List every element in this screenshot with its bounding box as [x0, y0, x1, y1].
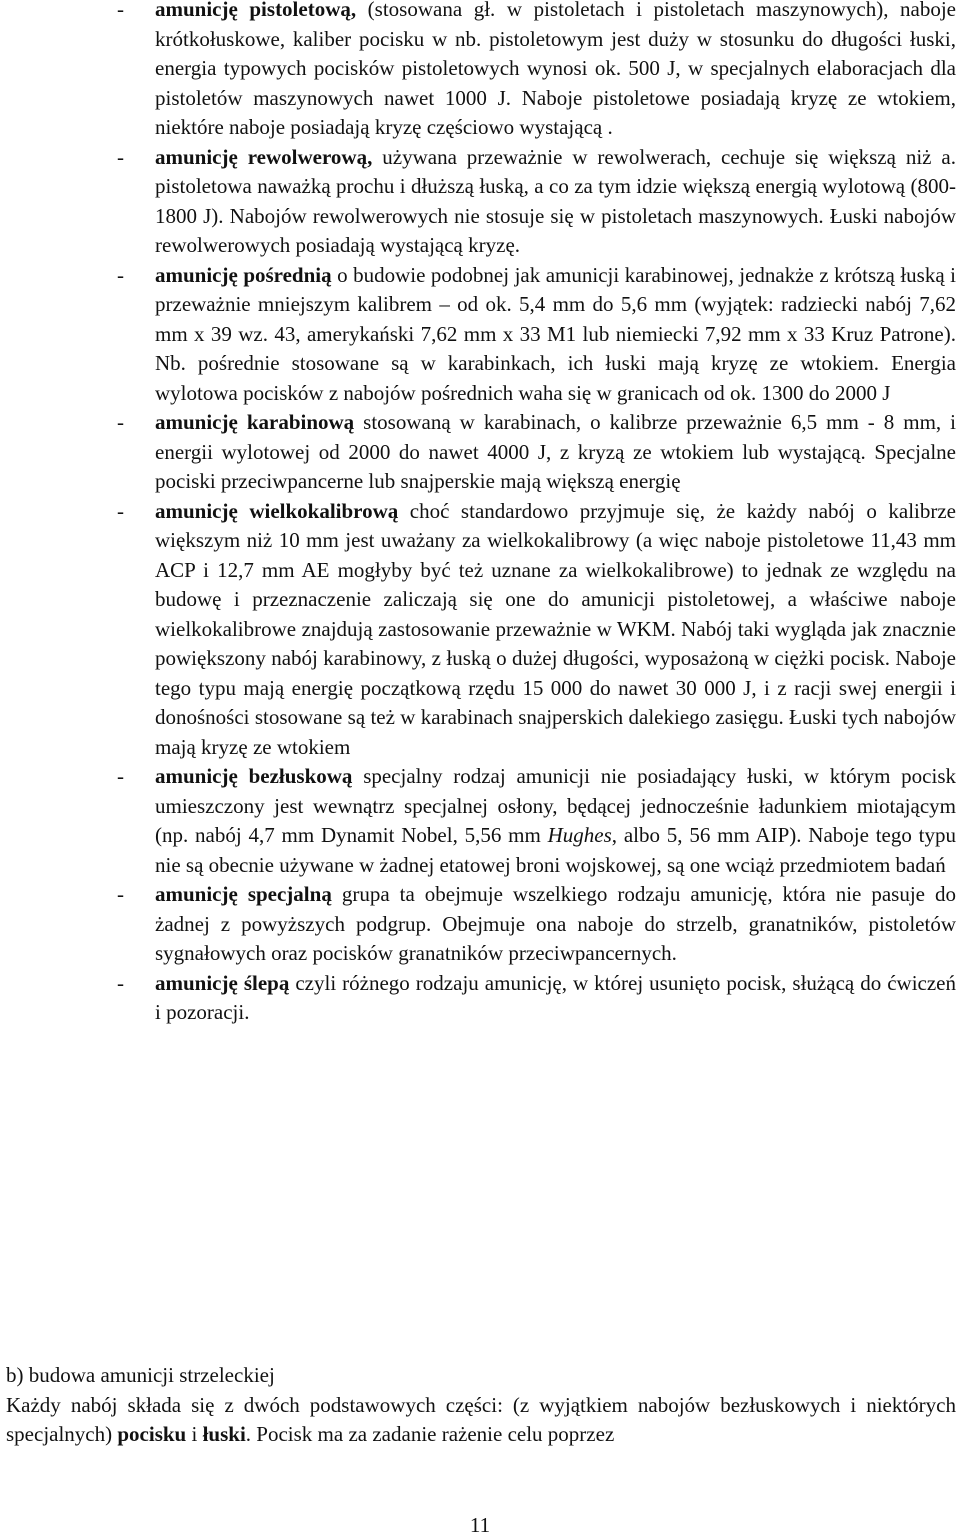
desc-intermediate: o budowie podobnej jak amunicji karabinowej, jednakże z krótszą łuską i przeważnie mniejszym kalibrem – od ok. 5,4 mm do 5,6 mm (wyjątek: radziecki nabój 7,62 mm x 39 wz. 43, amerykański 7,62 mm x 33 M1 lub niemiecki 7,92 mm x 33 Kruz Patrone). Nb. pośrednie stosowane są w karabinkach, ich łuski mają kryzę ze wtokiem. Energia wylotowa pocisków z nabojów pośrednich waha się w granicach od ok. 1300 do 2000 J: [155, 262, 956, 405]
list-item-special: [0, 880, 960, 969]
list-item-blank: [0, 969, 960, 1028]
desc-rifle: stosowaną w karabinach, o kalibrze przeważnie 6,5 mm - 8 mm, i energii wylotowej od 2000 do nawet 4000 J, z kryzą ze wtokiem lub wystającą. Specjalne pociski przeciwpancerne lub snajperskie mają większą energię: [155, 410, 957, 493]
term-blank: amunicję ślepą: [155, 970, 290, 995]
list-item-revolver: [0, 143, 960, 261]
section-paragraph: [6, 1391, 956, 1450]
bullet-dash: -: [117, 970, 124, 995]
list-item-intermediate: [0, 261, 960, 409]
term-bullet: pocisku: [117, 1422, 187, 1446]
section-text-start: Każdy nabój składa się z dwóch podstawowych części: (z wyjątkiem nabojów bezłuskowych i niektórych specjalnych): [6, 1392, 956, 1446]
bullet-dash: -: [117, 144, 124, 169]
desc-heavy: choć standardowo przyjmuje się, że każdy nabój o kalibrze większym niż 10 mm jest uważany za wielkokalibrowy (a więc naboje pistoletowe 11,43 mm ACP i 12,7 mm AE mogłyby być też uznane za wielkokalibrowe) to jednak ze względu na budowę i przeznaczenie zaliczają się one do amunicji pistoletowej, a właściwe naboje wielkokalibrowe znajdują zastosowanie przeważnie w WKM. Nabój taki wygląda jak znacznie powiększony nabój karabinowy, z łuską o dużej długości, wyposażoną w ciężki pocisk. Naboje tego typu mają energię początkową rzędu 15 000 do nawet 30 000 J, i z racji swej energii i donośności stosowane są też w karabinach snajperskich dalekiego zasięgu. Łuski tych nabojów mają kryzę ze wtokiem: [155, 498, 956, 759]
bullet-dash: -: [117, 764, 124, 788]
section-ammo-structure: [6, 1361, 956, 1450]
list-item-heavy: [0, 497, 960, 763]
page-number: 11: [469, 1513, 491, 1537]
term-special: amunicję specjalną: [155, 882, 332, 906]
desc-blank: czyli różnego rodzaju amunicję, w której usunięto pocisk, służącą do ćwiczeń i pozoracji.: [155, 970, 957, 1024]
term-pistol: amunicję pistoletową,: [155, 0, 357, 21]
italic-hughes: Hughes: [547, 823, 612, 847]
desc-caseless: specjalny rodzaj amunicji nie posiadający łuski, w którym pocisk umieszczony jest wewnątrz specjalnej osłony, będącej jednocześnie ładunkiem miotającym (np. nabój 4,7 mm Dynamit Nobel, 5,56 mm Hughes, albo 5, 56 mm AIP). Naboje tego typu nie są obecnie używane w żadnej etatowej broni wojskowej, są one wciąż przedmiotem badań: [155, 764, 956, 877]
bullet-dash: -: [117, 262, 124, 287]
list-item-caseless: [0, 762, 960, 880]
term-revolver: amunicję rewolwerową,: [155, 144, 373, 169]
term-heavy: amunicję wielkokalibrową: [155, 498, 399, 523]
bullet-dash: -: [117, 498, 124, 523]
bullet-dash: -: [117, 0, 124, 21]
bullet-dash: -: [117, 410, 124, 434]
list-item-pistol: [0, 0, 960, 143]
section-text-end: . Pocisk ma za zadanie rażenie celu poprzez: [245, 1422, 615, 1446]
term-rifle: amunicję karabinową: [155, 410, 355, 434]
term-intermediate: amunicję pośrednią: [155, 262, 332, 287]
section-text-mid: i: [186, 1422, 203, 1446]
term-case: łuski: [202, 1422, 246, 1446]
desc-revolver: używana przeważnie w rewolwerach, cechuje się większą niż a. pistoletowa naważką prochu i dłuższą łuską, a co za tym idzie większą energią wylotową (800-1800 J). Nabojów rewolwerowych nie stosuje się w pistoletach maszynowych. Łuski nabojów rewolwerowych posiadają wystającą kryzę.: [155, 144, 956, 257]
bullet-dash: -: [117, 882, 124, 906]
list-item-rifle: [0, 408, 960, 497]
desc-pistol: (stosowana gł. w pistoletach i pistoletach maszynowych), naboje krótkołuskowe, kaliber pocisku w nb. pistoletowym jest duży w stosunku do długości łuski, energia typowych pocisków pistoletowych wynosi ok. 500 J, w specjalnych elaboracjach dla pistoletów maszynowych nawet 1000 J. Naboje pistoletowe posiadają kryzę ze wtokiem, niektóre naboje posiadają kryzę częściowo wystającą .: [155, 0, 956, 139]
section-heading: b) budowa amunicji strzeleckiej: [6, 1363, 275, 1387]
term-caseless: amunicję bezłuskową: [155, 764, 353, 788]
desc-special: grupa ta obejmuje wszelkiego rodzaju amunicję, która nie pasuje do żadnej z powyższych podgrup. Obejmuje ona naboje do strzelb, granatników, pistoletów sygnałowych oraz pocisków granatników przeciwpancernych.: [155, 882, 956, 965]
